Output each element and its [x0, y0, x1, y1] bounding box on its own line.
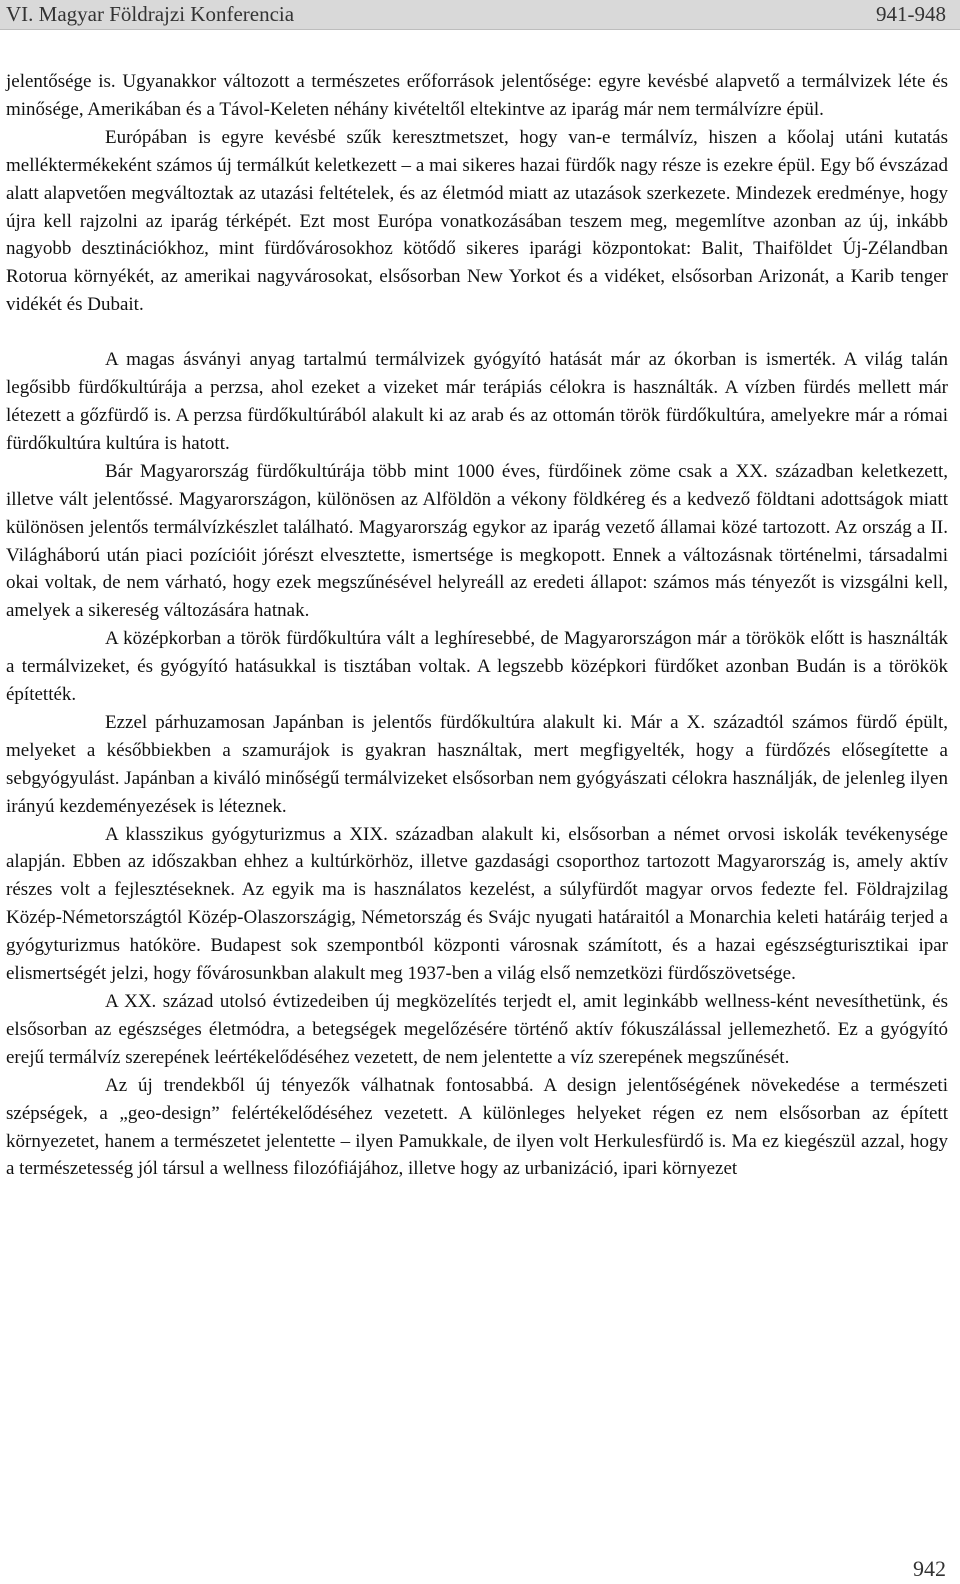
- paragraph: Európában is egyre kevésbé szűk keresztmetszet, hogy van-e termálvíz, hiszen a kőolaj utáni kutatás melléktermékeként számos új termálkút keletkezett – a mai sikeres hazai fürdők nagy része is ezekre épül. Egy bő évszázad alatt alapvetően megváltoztak az utazási feltételek, és az életmód miatt az utazások szerkezete. Mindezek eredménye, hogy újra kell rajzolni az iparág térképét. Ezt most Európa vonatkozásában teszem meg, megemlítve azonban az új, inkább nagyobb desztinációkhoz, mint fürdővárosokhoz kötődő sikeres iparági központokat: Balit, Thaiföldet Új-Zélandban Rotorua környékét, az amerikai nagyvárosokat, elsősorban New Yorkot és a vidéket, elsősorban Arizonát, a Karib tenger vidékét és Dubait.: [6, 126, 948, 316]
- body-text: [6, 68, 948, 1183]
- paragraph: Ezzel párhuzamosan Japánban is jelentős fürdőkultúra alakult ki. Már a X. századtól számos fürdő épült, melyeket a későbbiekben a szamurájok is gyakran használtak, mert megfigyelték, hogy a fürdőzés elősegítette a sebgyógyulást. Japánban a kiváló minőségű termálvizeket elsősorban nem gyógyászati célokra használják, de jelenleg ilyen irányú kezdeményezések is léteznek.: [6, 711, 948, 817]
- paragraph: A magas ásványi anyag tartalmú termálvizek gyógyító hatását már az ókorban is ismerték. A világ talán legősibb fürdőkultúrája a perzsa, ahol ezeket a vizeket már terápiás célokra is használták. A vízben fürdés mellett már létezett a gőzfürdő is. A perzsa fürdőkultúrából alakult ki az arab és az ottomán török fürdőkultúra, amelyekre már a római fürdőkultúra kultúra is hatott.: [6, 349, 948, 454]
- paragraph: A középkorban a török fürdőkultúra vált a leghíresebbé, de Magyarországon már a törökök előtt is használták a termálvizeket, és gyógyító hatásukkal is tisztában voltak. A legszebb középkori fürdőket azonban Budán is a törökök építették.: [6, 628, 948, 706]
- paragraph: A klasszikus gyógyturizmus a XIX. században alakult ki, elsősorban a német orvosi iskolák tevékenysége alapján. Ebben az időszakban ehhez a kultúrkörhöz, illetve gazdasági csoporthoz tartozott Magyarország is, amely aktív részes volt a fejlesztéseknek. Az egyik ma is használatos kezelést, a súlyfürdőt magyar orvos fedezte fel. Földrajzilag Közép-Németországtól Közép-Olaszországig, Németország és Svájc nyugati határaitól a Monarchia keleti határáig terjed a gyógyturizmus hatóköre. Budapest sok szempontból központi városnak számított, és a hazai egészségturisztikai ipar elismertségét jelzi, hogy fővárosunkban alakult meg 1937-ben a világ első nemzetközi fürdőszövetsége.: [6, 823, 948, 985]
- paragraph: Az új trendekből új tényezők válhatnak fontosabbá. A design jelentőségének növekedése a természeti szépségek, a „geo-design” felértékelődéséhez vezetett. A különleges helyeket régen ez nem elsősorban az épített környezetet, hanem a természetet jelentette – ilyen Pamukkale, de ilyen volt Herkulesfürdő is. Ma ez kiegészül azzal, hogy a természetesség jól társul a wellness filozófiájához, illetve hogy az urbanizáció, ipari környezet: [6, 1074, 948, 1180]
- page-range: 941-948: [876, 2, 946, 26]
- conference-title: VI. Magyar Földrajzi Konferencia: [6, 2, 295, 26]
- paragraph: A XX. század utolsó évtizedeiben új megközelítés terjedt el, amit leginkább wellness-ként nevesíthetünk, és elsősorban az egészséges életmódra, a betegségek megelőzésére történő aktív fókuszálással jellemezhető. Ez a gyógyító erejű termálvíz szerepének leértékelődéséhez vezetett, de nem jelentette a víz szerepének megszűnését.: [6, 991, 948, 1068]
- page-number: 942: [913, 1556, 946, 1581]
- paragraph: Bár Magyarország fürdőkultúrája több mint 1000 éves, fürdőinek zöme csak a XX. században keletkezett, illetve vált jelentőssé. Magyarországon, különösen az Alföldön a vékony földkéreg és a kedvező földtani adottságok miatt különösen jelentős termálvízkészlet található. Magyarország egykor az iparág vezető államai közé tartozott. Az ország a II. Világháború után piaci pozícióit jórészt elvesztette, ismertsége is megkopott. Ennek a változásnak történelmi, társadalmi okai voltak, de nem várható, hogy ezek megszűnésével helyreáll az eredeti állapot: számos más tényezőt is vizsgálni kell, amelyek a sikereség változására hatnak.: [6, 460, 948, 622]
- paragraph: jelentősége is. Ugyanakkor változott a természetes erőforrások jelentősége: egyre kevésbé alapvető a termálvizek léte és minősége, Amerikában és a Távol-Keleten néhány kivételtől eltekintve az iparág már nem termálvízre épül.: [6, 71, 948, 120]
- running-header: [0, 0, 960, 30]
